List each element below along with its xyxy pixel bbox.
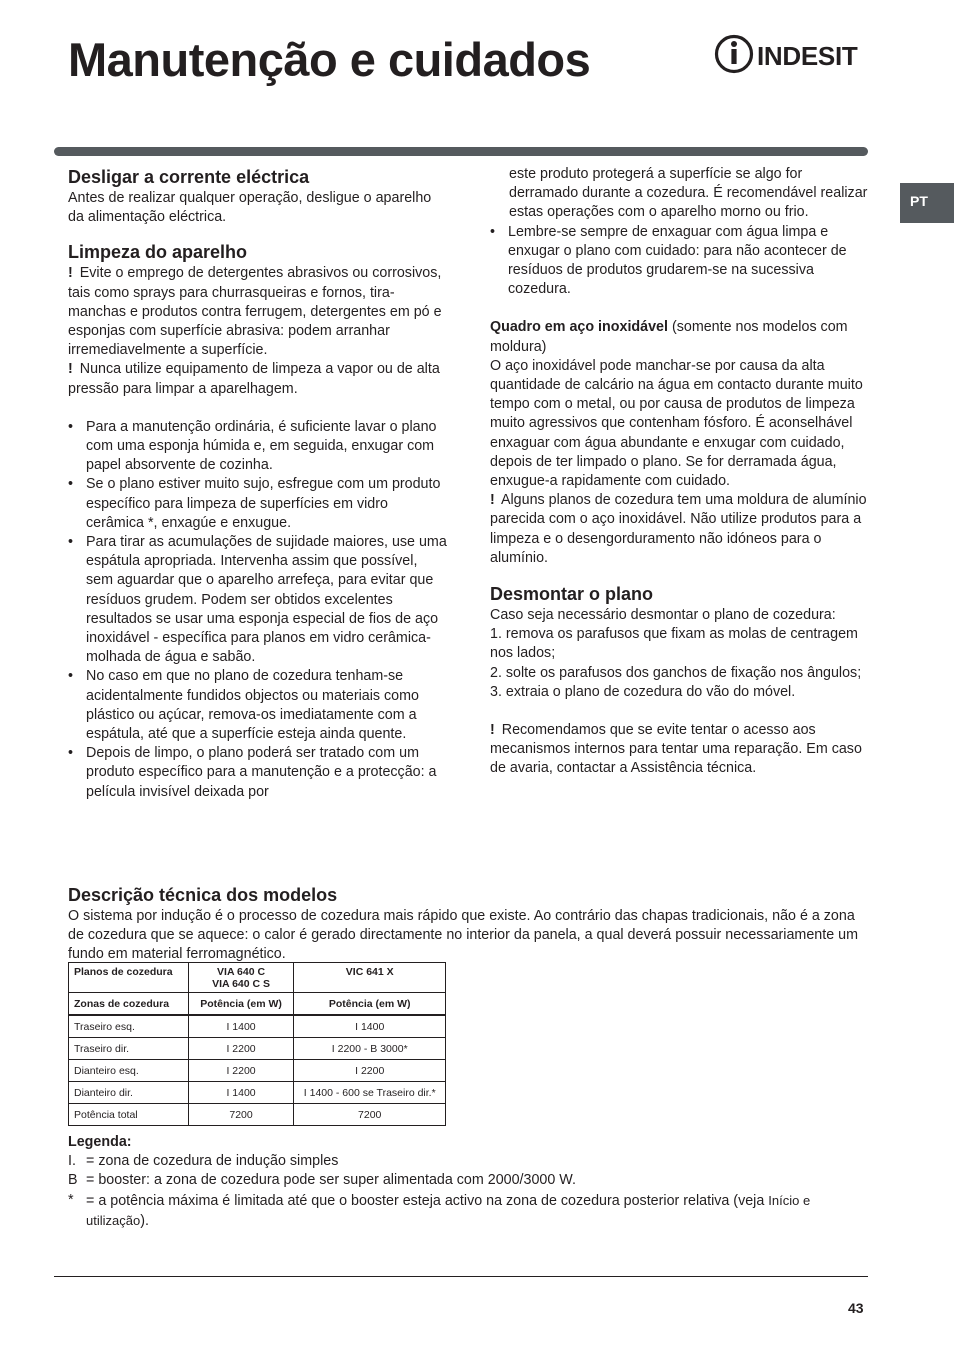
legend-reference: Início e utilização [86, 1192, 811, 1228]
table-cell: I 1400 [294, 1015, 446, 1038]
table-cell: Dianteiro dir. [69, 1082, 189, 1104]
legend-text: = a potência máxima é limitada até que o booster esteja activo na zona de cozedura posterior relativa (veja [86, 1192, 769, 1209]
table-cell: I 2200 [294, 1060, 446, 1082]
top-divider [54, 147, 868, 156]
legend-key: * [68, 1191, 74, 1208]
warning-1 [68, 264, 448, 360]
left-column [68, 165, 448, 802]
table-row [69, 1060, 446, 1082]
table-header-cell: Potência (em W) [188, 993, 294, 1016]
table-row [69, 1082, 446, 1104]
list-item: • No caso em que no plano de cozedura tenham-se acidentalmente fundidos objectos ou materiais como plástico ou açúcar, remova-os imediatamente com a espátula, até que a superfície esteja ainda quente. [68, 667, 448, 744]
right-column [490, 165, 868, 779]
dismount-step: 2. solte os parafusos dos ganchos de fixação nos ângulos; [490, 664, 862, 681]
steel-title: Quadro em aço inoxidável [490, 319, 668, 336]
page-number: 43 [848, 1300, 864, 1316]
power-heading: Desligar a corrente eléctrica [68, 167, 310, 187]
table-cell: Traseiro dir. [69, 1038, 189, 1060]
table-row [69, 1015, 446, 1038]
language-tab: PT [900, 183, 954, 223]
dismount-step: 1. remova os parafusos que fixam as molas de centragem nos lados; [490, 626, 858, 662]
warning-2 [68, 360, 448, 398]
table-cell: I 1400 [188, 1082, 294, 1104]
dismount-intro: Caso seja necessário desmontar o plano de cozedura: [490, 607, 836, 624]
steel-subheading [490, 318, 868, 356]
warning-2-text: Nunca utilize equipamento de limpeza a vapor ou de alta pressão para limpar a aparelhagem. [68, 361, 440, 397]
continuation-text: este produto protegerá a superfície se algo for derramado durante a cozedura. É recomendável realizar estas operações com o aparelho morno ou frio. [509, 166, 868, 221]
description-heading: Descrição técnica dos modelos [68, 885, 338, 905]
indesit-logo [714, 33, 870, 75]
legend-title: Legenda: [68, 1134, 132, 1150]
cleaning-list [68, 418, 448, 802]
legend-item [68, 1152, 868, 1171]
warning-icon: ! [68, 265, 73, 282]
table-cell: I 2200 [188, 1038, 294, 1060]
description-section [68, 883, 868, 965]
legend-item [68, 1191, 868, 1231]
table-row [69, 1038, 446, 1060]
page-title: Manutenção e cuidados [68, 33, 591, 86]
bottom-divider [54, 1276, 868, 1277]
cleaning-heading: Limpeza do aparelho [68, 242, 248, 263]
legend [68, 1133, 868, 1231]
table-header-row [69, 963, 446, 993]
legend-text-end: ). [140, 1212, 149, 1229]
list-item: • Para tirar as acumulações de sujidade maiores, use uma espátula apropriada. Intervenha assim que possível, sem aguardar que o aparelho arrefeça, para evitar que resíduos grudem. Podem ser obtidos excelentes resultados se usar uma esponja especial de fios de aço inoxidável - específica para planos em vidro cerâmica- molhada de água e sabão. [68, 533, 448, 667]
table-cell: I 1400 [188, 1015, 294, 1038]
table-cell: 7200 [294, 1104, 446, 1126]
table-header-cell: Zonas de cozedura [69, 993, 189, 1016]
steel-note: (somente nos modelos com moldura) [490, 319, 848, 355]
warning-icon: ! [68, 361, 73, 378]
legend-key: I. [68, 1153, 76, 1170]
table-cell: 7200 [188, 1104, 294, 1126]
table-header-cell: VIC 641 X [294, 963, 446, 993]
model-name: VIA 640 C [217, 966, 266, 978]
steel-text: O aço inoxidável pode manchar-se por causa da alta quantidade de calcário na água em contacto durante muito tempo com o metal, ou por causa de produtos de limpeza muito agressivos que contenham fósforo. É aconselhável enxaguar com água abundante e enxugar com cuidado, depois de ter limpado o plano. Se for derramada água, enxugue-a rapidamente com cuidado. [490, 357, 863, 490]
dismount-warning-text: Recomendamos que se evite tentar o acesso aos mecanismos internos para tentar uma reparação. Em caso de avaria, contactar a Assistência técnica. [490, 722, 862, 777]
table-row [69, 1104, 446, 1126]
power-text: Antes de realizar qualquer operação, desligue o aparelho da alimentação eléctrica. [68, 190, 432, 226]
table-cell: Traseiro esq. [69, 1015, 189, 1038]
brand-wordmark: INDESIT [757, 41, 858, 71]
legend-text: = booster: a zona de cozedura pode ser super alimentada com 2000/3000 W. [86, 1172, 576, 1189]
brand-logo-icon [714, 33, 870, 75]
table-header-cell: Planos de cozedura [69, 963, 189, 993]
table-cell: I 1400 - 600 se Traseiro dir.* [294, 1082, 446, 1104]
table-cell: Dianteiro esq. [69, 1060, 189, 1082]
table-cell: Potência total [69, 1104, 189, 1126]
dismount-step: 3. extraia o plano de cozedura do vão do móvel. [490, 683, 796, 700]
spec-table [68, 962, 446, 1126]
legend-item [68, 1171, 868, 1190]
legend-key: B [68, 1172, 78, 1189]
description-text: O sistema por indução é o processo de cozedura mais rápido que existe. Ao contrário das chapas tradicionais, não é a zona de cozedura que se aquece: o calor é gerado directamente no interior da panela, a qual deverá possuir necessariamente um fundo em material ferromagnético. [68, 908, 859, 963]
list-item: • Para a manutenção ordinária, é suficiente lavar o plano com uma esponja húmida e, em seguida, enxugar com papel absorvente de cozinha. [68, 418, 448, 476]
table-header-cell [188, 963, 294, 993]
warning-icon: ! [490, 492, 495, 509]
warning-1-text: Evite o emprego de detergentes abrasivos ou corrosivos, tais como sprays para churrasqueiras e fornos, tira-manchas e produtos contra ferrugem, detergentes em pó e esponjas com superfície abrasiva: podem arranhar irremediavelmente a superfície. [68, 265, 442, 359]
table-header-cell: Potência (em W) [294, 993, 446, 1016]
table-subheader-row [69, 993, 446, 1016]
table-cell: I 2200 [188, 1060, 294, 1082]
list-item: • Depois de limpo, o plano poderá ser tratado com um produto específico para a manutenção e a protecção: a película invisível deixada por [68, 744, 448, 802]
rinse-list [490, 223, 868, 300]
list-item: • Se o plano estiver muito sujo, esfregue com um produto específico para limpeza de superfícies em vidro cerâmica *, enxagúe e enxugue. [68, 475, 448, 533]
warning-icon: ! [490, 722, 495, 739]
model-name: VIA 640 C S [212, 978, 271, 990]
dismount-heading: Desmontar o plano [490, 584, 654, 605]
list-item: • Lembre-se sempre de enxaguar com água limpa e enxugar o plano com cuidado: para não acontecer de resíduos de produtos grudarem-se na sucessiva cozedura. [490, 223, 868, 300]
dismount-warning [490, 721, 868, 779]
table-cell: I 2200 - B 3000* [294, 1038, 446, 1060]
steel-warning [490, 491, 868, 568]
legend-text: = zona de cozedura de indução simples [86, 1153, 339, 1170]
steel-warning-text: Alguns planos de cozedura tem uma moldura de alumínio parecida com o aço inoxidável. Não utilize produtos para a limpeza e o desengorduramento não idóneos para o alumínio. [490, 492, 867, 566]
